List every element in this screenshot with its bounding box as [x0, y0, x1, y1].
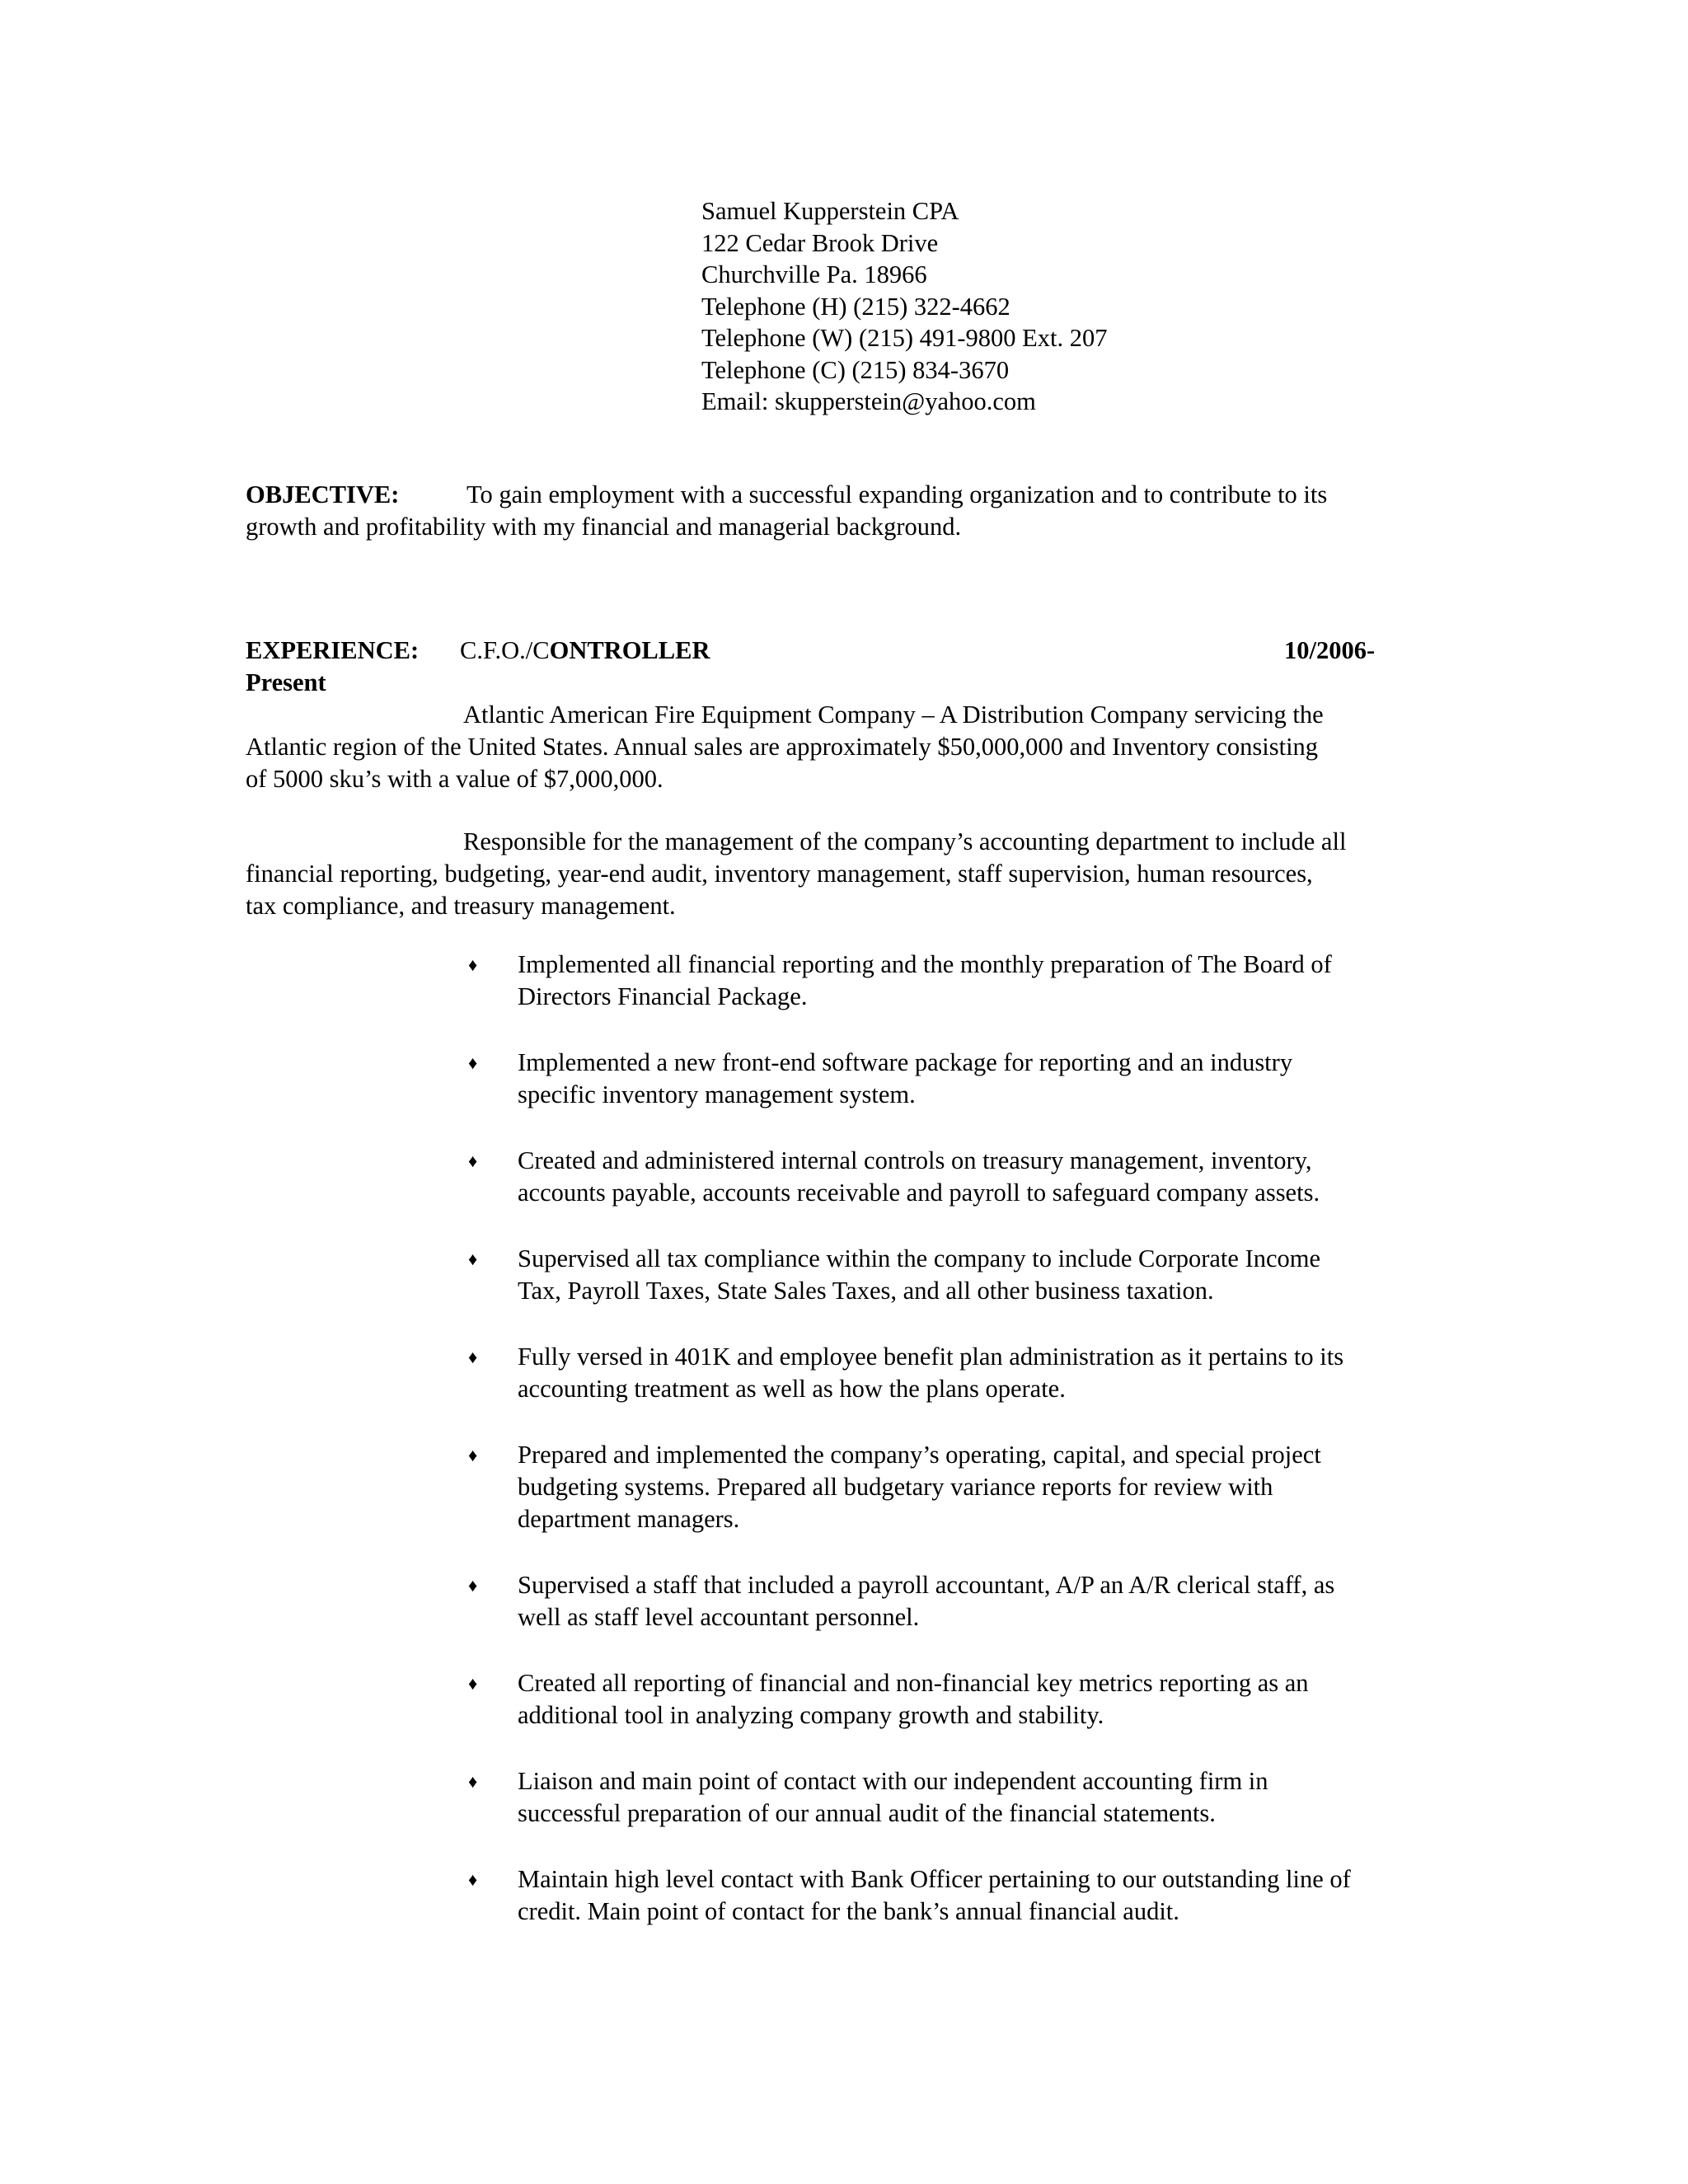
resp-line-3: tax compliance, and treasury management. [246, 892, 676, 920]
experience-section [246, 635, 1424, 922]
diamond-bullet-icon: ♦ [468, 1869, 478, 1890]
diamond-bullet-icon: ♦ [468, 1052, 478, 1073]
company-description [246, 699, 1424, 795]
company-line-1: Atlantic American Fire Equipment Company – A Distribution Company servicing the [463, 701, 1324, 729]
contact-email: Email: skupperstein@yahoo.com [701, 387, 1036, 415]
company-line-2: Atlantic region of the United States. Annual sales are approximately $50,000,000 and Inventory consisting [246, 733, 1319, 761]
contact-city: Churchville Pa. 18966 [701, 260, 927, 288]
objective-section [246, 479, 1424, 543]
list-item-line-1: Created all reporting of financial and non-financial key metrics reporting as an [518, 1669, 1309, 1697]
list-item-line-1: Fully versed in 401K and employee benefit plan administration as it pertains to its [518, 1343, 1344, 1371]
list-item [468, 1439, 1432, 1535]
contact-phone-home: Telephone (H) (215) 322-4662 [701, 292, 1010, 321]
list-item-line-1: Created and administered internal controls on treasury management, inventory, [518, 1146, 1312, 1174]
list-item [468, 1341, 1432, 1405]
diamond-bullet-icon: ♦ [468, 1249, 478, 1269]
diamond-bullet-icon: ♦ [468, 1347, 478, 1367]
job-title-prefix: C.F.O./C [460, 636, 550, 664]
job-title-bold: ONTROLLER [549, 636, 710, 664]
diamond-bullet-icon: ♦ [468, 1771, 478, 1792]
contact-phone-cell: Telephone (C) (215) 834-3670 [701, 355, 1010, 384]
list-item-line-2: specific inventory management system. [518, 1080, 916, 1108]
experience-label: EXPERIENCE: [246, 636, 420, 664]
contact-name: Samuel Kupperstein CPA [701, 197, 959, 225]
list-item-line-2: Directors Financial Package. [518, 982, 808, 1010]
objective-text-line-2: growth and profitability with my financial and managerial background. [246, 513, 962, 541]
diamond-bullet-icon: ♦ [468, 1575, 478, 1596]
diamond-bullet-icon: ♦ [468, 954, 478, 975]
list-item-line-2: additional tool in analyzing company growth and stability. [518, 1701, 1104, 1729]
job-title [460, 635, 710, 667]
list-item-line-1: Supervised a staff that included a payroll accountant, A/P an A/R clerical staff, as [518, 1571, 1335, 1599]
list-item [468, 1145, 1432, 1209]
responsibility-description [246, 826, 1424, 922]
list-item-line-2: credit. Main point of contact for the bank’s annual financial audit. [518, 1897, 1179, 1925]
list-item [468, 1667, 1432, 1732]
list-item-line-2: Tax, Payroll Taxes, State Sales Taxes, and all other business taxation. [518, 1277, 1214, 1305]
list-item [468, 949, 1432, 1013]
list-item [468, 1243, 1432, 1307]
job-date-present: Present [246, 668, 326, 696]
resp-line-1: Responsible for the management of the company’s accounting department to include all [463, 827, 1347, 855]
experience-header [246, 635, 1424, 667]
list-item-line-1: Maintain high level contact with Bank Officer pertaining to our outstanding line of [518, 1865, 1351, 1893]
list-item-line-1: Liaison and main point of contact with our independent accounting firm in [518, 1767, 1268, 1795]
objective-label: OBJECTIVE: [246, 480, 400, 509]
list-item-line-1: Supervised all tax compliance within the company to include Corporate Income [518, 1244, 1321, 1272]
list-item-line-2: budgeting systems. Prepared all budgetary variance reports for review with [518, 1473, 1273, 1501]
list-item-line-2: successful preparation of our annual audit of the financial statements. [518, 1799, 1216, 1827]
contact-phone-work: Telephone (W) (215) 491-9800 Ext. 207 [701, 324, 1108, 352]
list-item-line-2: accounting treatment as well as how the plans operate. [518, 1375, 1066, 1403]
objective-text-line-1: To gain employment with a successful expanding organization and to contribute to its [467, 480, 1328, 509]
list-item-line-1: Implemented all financial reporting and the monthly preparation of The Board of [518, 950, 1332, 978]
list-item [468, 1047, 1432, 1111]
diamond-bullet-icon: ♦ [468, 1673, 478, 1694]
list-item-line-1: Prepared and implemented the company’s operating, capital, and special project [518, 1441, 1321, 1469]
list-item [468, 1765, 1432, 1830]
diamond-bullet-icon: ♦ [468, 1445, 478, 1465]
list-item-line-3: department managers. [518, 1505, 740, 1533]
contact-street: 122 Cedar Brook Drive [701, 228, 939, 257]
resp-line-2: financial reporting, budgeting, year-end audit, inventory management, staff supervision, human resources, [246, 860, 1313, 888]
company-line-3: of 5000 sku’s with a value of $7,000,000. [246, 765, 663, 793]
list-item [468, 1863, 1432, 1928]
accomplishment-list [468, 949, 1432, 1961]
list-item-line-1: Implemented a new front-end software package for reporting and an industry [518, 1048, 1293, 1076]
list-item-line-2: well as staff level accountant personnel. [518, 1603, 920, 1631]
contact-block [701, 195, 1108, 418]
job-date: 10/2006- [1284, 636, 1376, 664]
list-item-line-2: accounts payable, accounts receivable and payroll to safeguard company assets. [518, 1179, 1320, 1207]
diamond-bullet-icon: ♦ [468, 1151, 478, 1171]
list-item [468, 1569, 1432, 1633]
